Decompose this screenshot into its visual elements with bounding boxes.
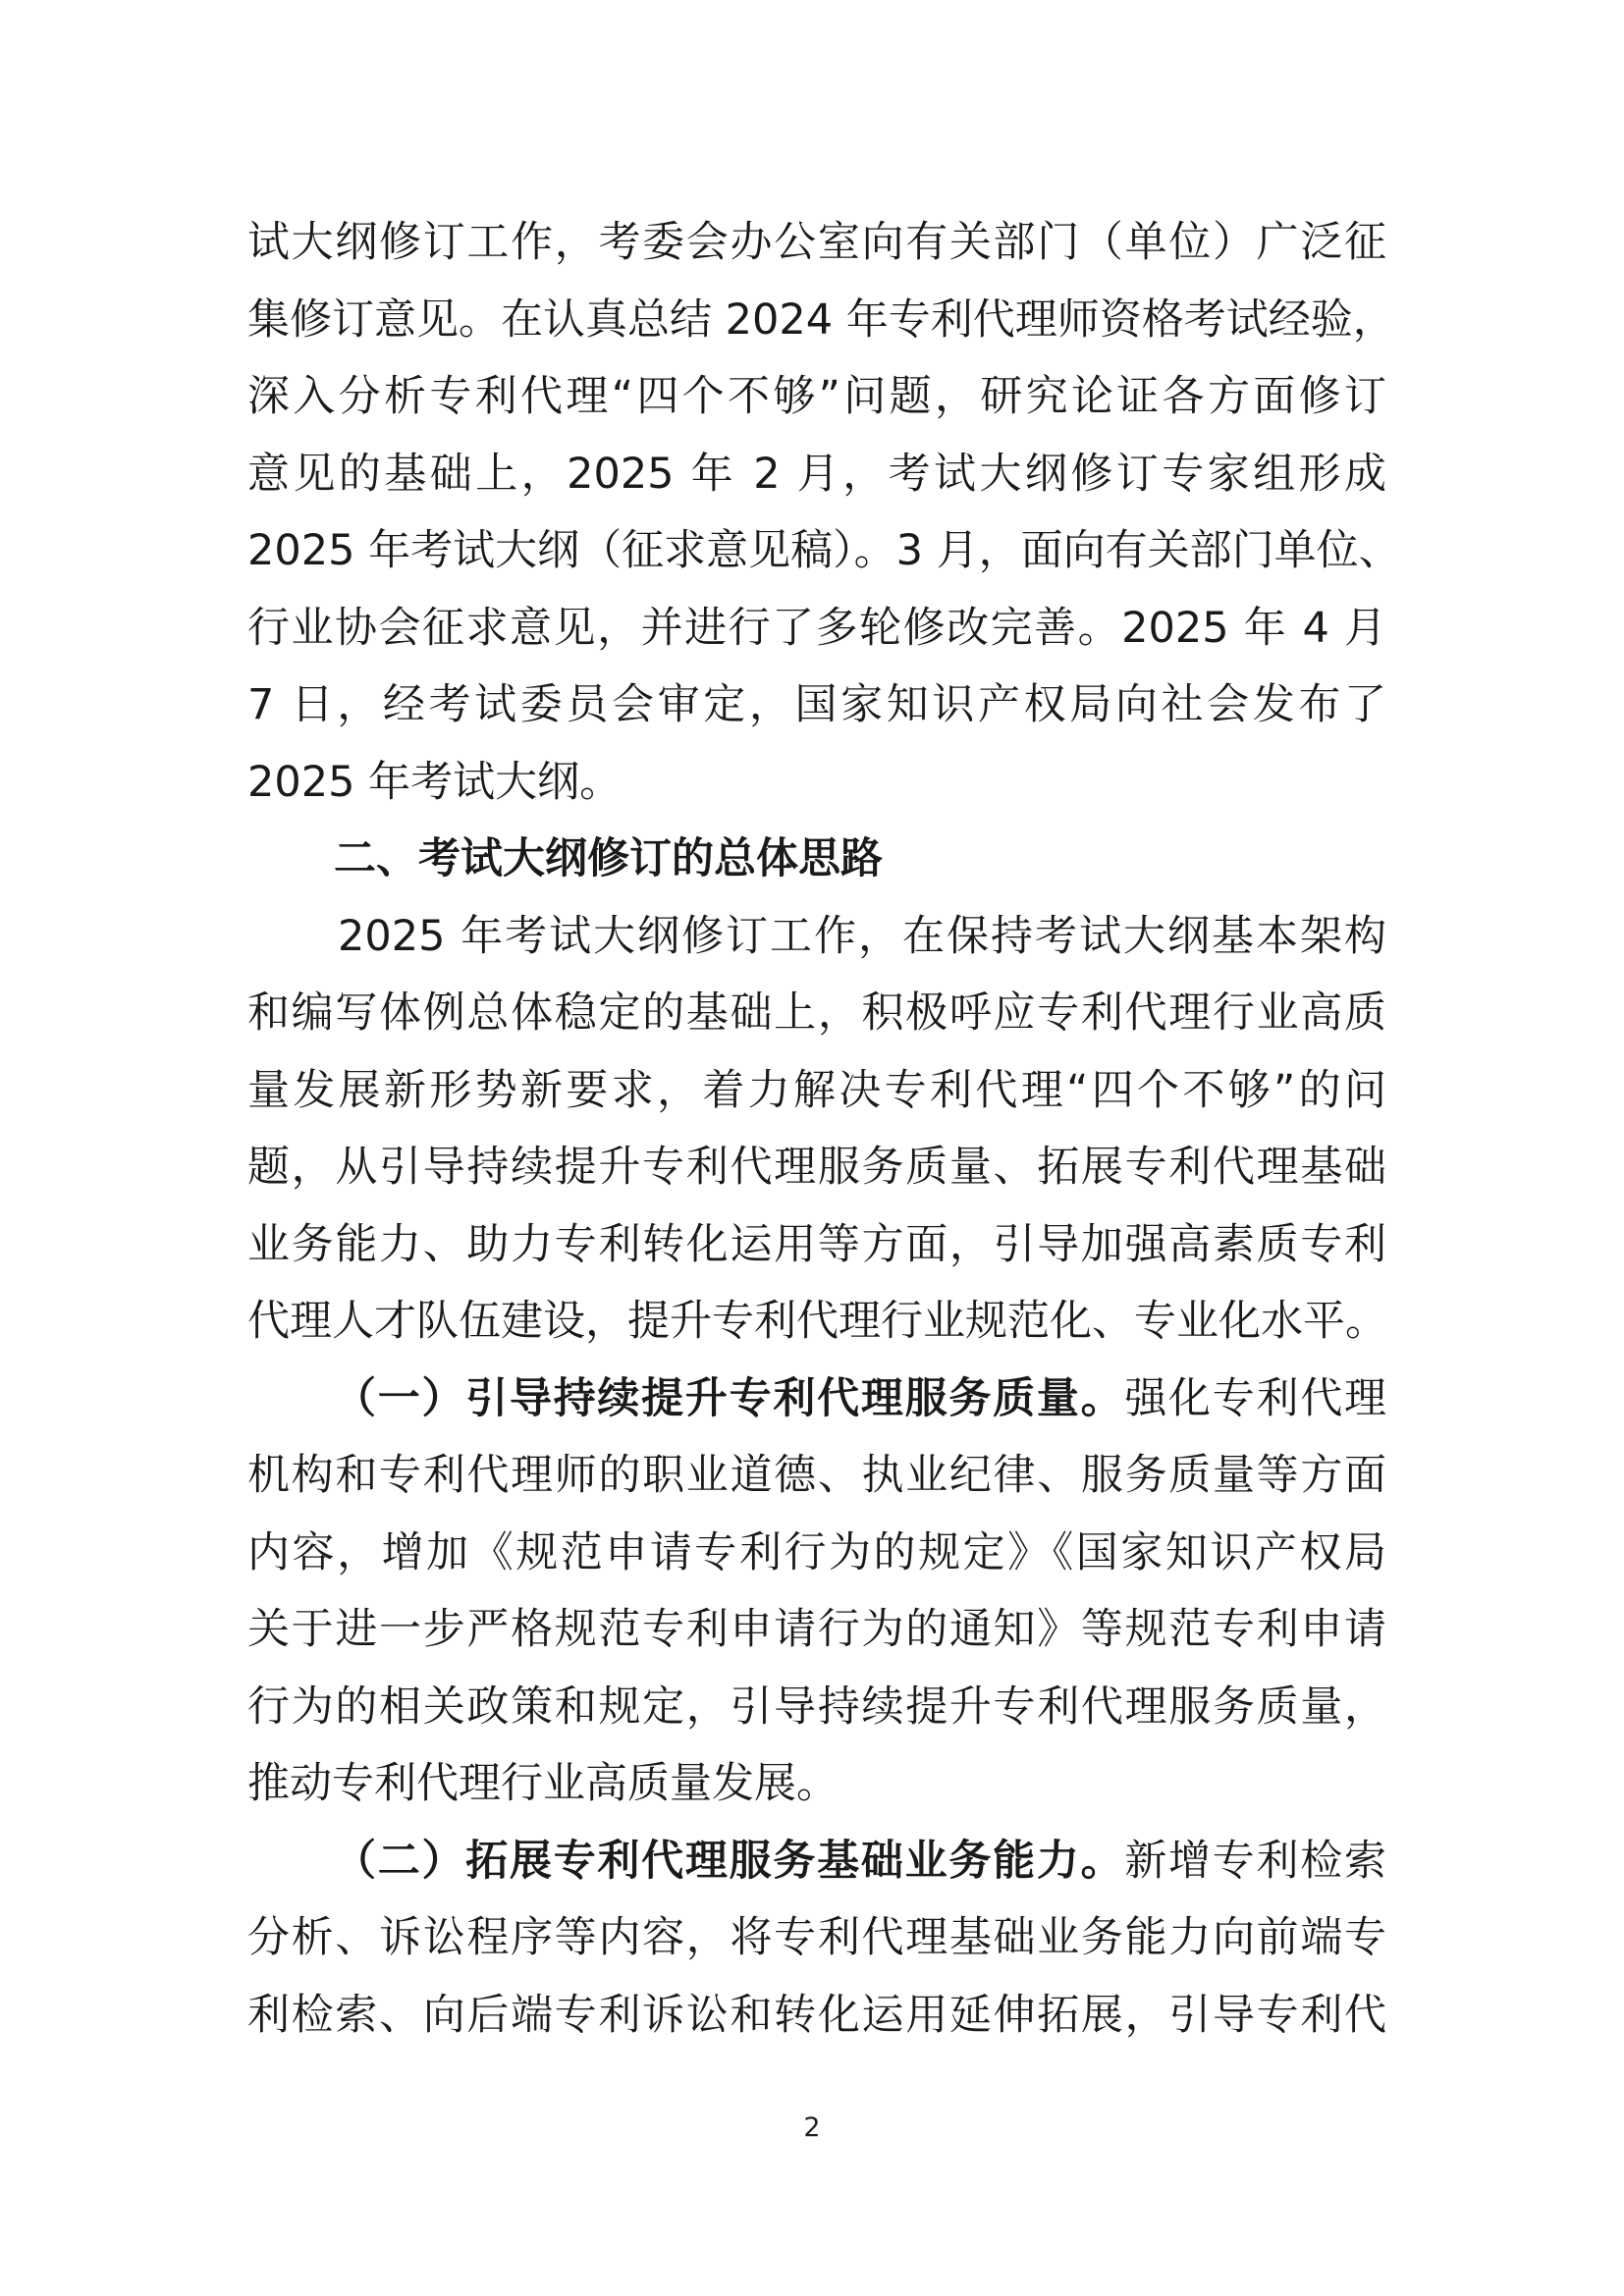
text-line: 7 日，经考试委员会审定，国家知识产权局向社会发布了 bbox=[247, 680, 1386, 729]
text-span: 新增专利检索 bbox=[1124, 1836, 1387, 1886]
text-span: 强化专利代理 bbox=[1124, 1373, 1387, 1423]
text-line bbox=[247, 1823, 1386, 1900]
paragraph-revision-process bbox=[247, 204, 1401, 821]
paragraph-service-quality bbox=[247, 1361, 1386, 1823]
text-line: 行业协会征求意见，并进行了多轮修改完善。2025 年 4 月 bbox=[247, 603, 1386, 653]
page-number: 2 bbox=[803, 2112, 821, 2143]
text-line: 题，从引导持续提升专利代理服务质量、拓展专利代理基础 bbox=[247, 1143, 1386, 1192]
text-line: 2025 年考试大纲。 bbox=[247, 757, 623, 807]
text-line: 代理人才队伍建设，提升专利代理行业规范化、专业化水平。 bbox=[247, 1297, 1387, 1346]
text-line bbox=[247, 1361, 1386, 1438]
text-line: 深入分析专利代理“四个不够”问题，研究论证各方面修订 bbox=[247, 372, 1386, 421]
text-line: 2025 年考试大纲（征求意见稿）。3 月，面向有关部门单位、 bbox=[247, 526, 1401, 575]
text-line: 行为的相关政策和规定，引导持续提升专利代理服务质量， bbox=[247, 1682, 1386, 1732]
bold-subheading: （一）引导持续提升专利代理服务质量。 bbox=[334, 1373, 1125, 1423]
section-heading: 二、考试大纲修订的总体思路 bbox=[334, 834, 883, 883]
text-line: 2025 年考试大纲修订工作，在保持考试大纲基本架构 bbox=[338, 911, 1386, 961]
text-line: 和编写体例总体稳定的基础上，积极呼应专利代理行业高质 bbox=[247, 988, 1386, 1038]
text-line: 集修订意见。在认真总结 2024 年专利代理师资格考试经验， bbox=[247, 294, 1395, 345]
text-line: 量发展新形势新要求，着力解决专利代理“四个不够”的问 bbox=[247, 1065, 1386, 1115]
text-line: 试大纲修订工作，考委会办公室向有关部门（单位）广泛征 bbox=[247, 218, 1386, 267]
paragraph-business-capability bbox=[247, 1823, 1386, 2055]
text-line: 利检索、向后端专利诉讼和转化运用延伸拓展，引导专利代 bbox=[247, 1990, 1386, 2040]
document-body bbox=[247, 204, 1401, 2054]
text-line: 意见的基础上，2025 年 2 月，考试大纲修订专家组形成 bbox=[247, 449, 1386, 499]
text-line: 关于进一步严格规范专利申请行为的通知》等规范专利申请 bbox=[247, 1605, 1386, 1654]
bold-subheading: （二）拓展专利代理服务基础业务能力。 bbox=[334, 1836, 1125, 1886]
text-line: 机构和专利代理师的职业道德、执业纪律、服务质量等方面 bbox=[247, 1451, 1386, 1500]
text-line: 内容，增加《规范申请专利行为的规定》《国家知识产权局 bbox=[247, 1527, 1386, 1577]
paragraph-overall-approach bbox=[247, 898, 1386, 1361]
text-line: 分析、诉讼程序等内容，将专利代理基础业务能力向前端专 bbox=[247, 1913, 1386, 1962]
text-line: 推动专利代理行业高质量发展。 bbox=[247, 1759, 839, 1808]
text-line: 业务能力、助力专利转化运用等方面，引导加强高素质专利 bbox=[247, 1219, 1386, 1269]
